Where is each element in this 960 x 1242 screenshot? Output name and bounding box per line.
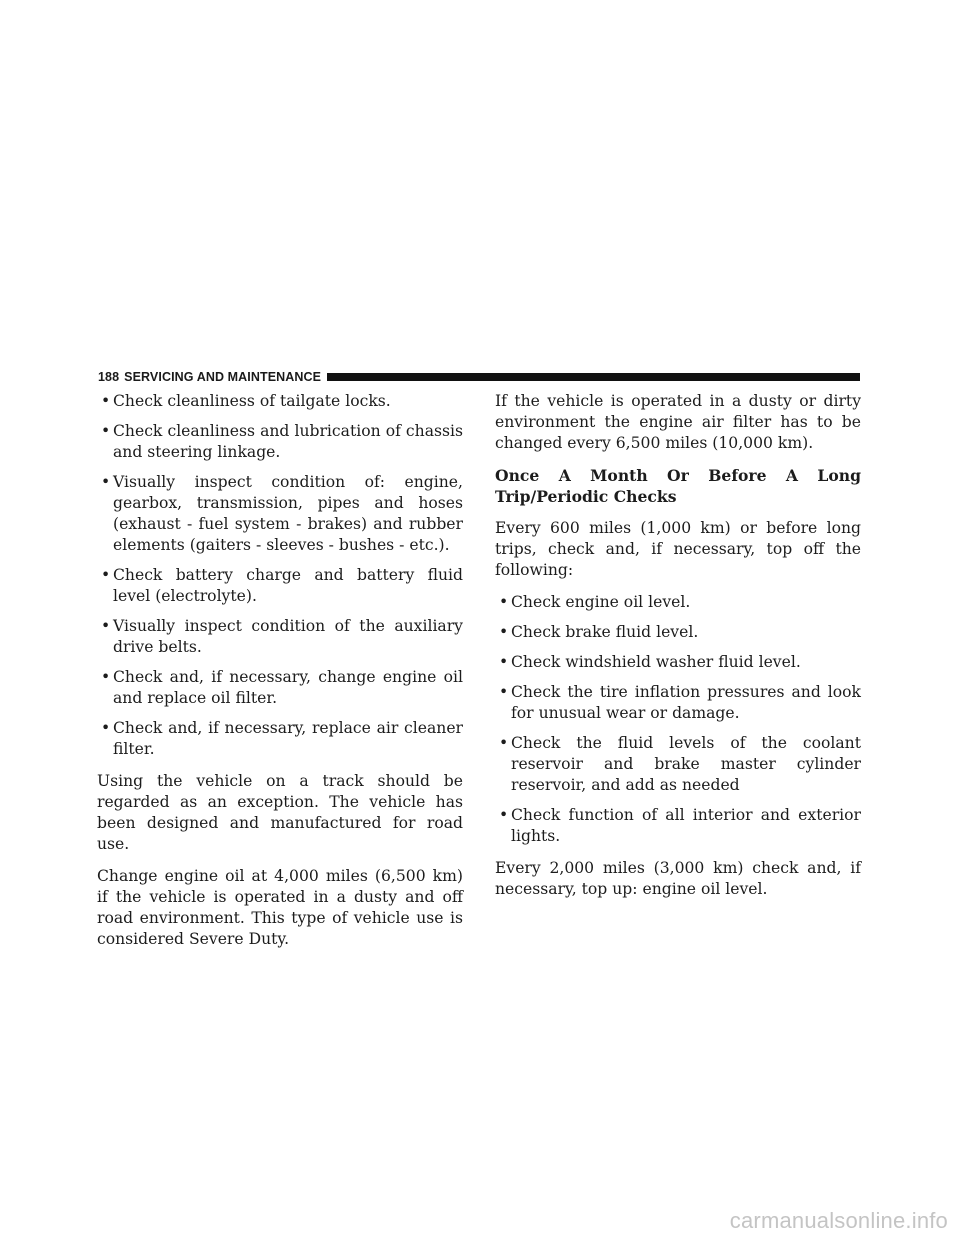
bullet-icon: • — [499, 683, 509, 701]
bullet-icon: • — [499, 734, 509, 752]
bullet-icon: • — [499, 653, 509, 671]
list-item: • Visually inspect condition of: engine, gearbox, transmission, pipes and hoses (exhaust - fuel system - brakes) and rubber elements (gaiters - sleeves - bushes - etc.). — [101, 473, 463, 554]
track-use-paragraph: Using the vehicle on a track should be regarded as an exception. The vehicle has been designed and manufactured for road use. — [97, 772, 463, 853]
header-rule — [327, 373, 860, 381]
list-item: • Visually inspect condition of the auxiliary drive belts. — [101, 617, 463, 656]
list-item: • Check cleanliness and lubrication of chassis and steering linkage. — [101, 422, 463, 461]
list-item: • Check engine oil level. — [499, 593, 691, 611]
list-item: • Check the tire inflation pressures and look for unusual wear or damage. — [499, 683, 861, 722]
section-title: SERVICING AND MAINTENANCE — [124, 370, 322, 384]
bullet-icon: • — [101, 566, 111, 584]
bullet-icon: • — [101, 392, 111, 410]
right-bullet-list — [495, 592, 861, 847]
page-header — [98, 369, 860, 385]
air-filter-paragraph: If the vehicle is operated in a dusty or dirty environment the engine air filter has to be changed every 6,500 miles (10,000 km). — [495, 392, 861, 452]
bullet-icon: • — [101, 422, 111, 440]
list-item: • Check brake fluid level. — [499, 623, 699, 641]
page-number: 188 — [98, 370, 120, 384]
bullet-icon: • — [499, 623, 509, 641]
checks-lead-paragraph: Every 600 miles (1,000 km) or before long trips, check and, if necessary, top off the following: — [495, 519, 861, 579]
list-item: • Check battery charge and battery fluid level (electrolyte). — [101, 566, 463, 605]
right-column — [495, 391, 861, 911]
list-item: • Check windshield washer fluid level. — [499, 653, 801, 671]
bullet-icon: • — [101, 473, 111, 491]
list-item: • Check function of all interior and exterior lights. — [499, 806, 861, 845]
bullet-icon: • — [499, 593, 509, 611]
left-column — [97, 391, 463, 961]
list-item: • Check the fluid levels of the coolant reservoir and brake master cylinder reservoir, and add as needed — [499, 734, 861, 794]
bullet-icon: • — [101, 668, 111, 686]
severe-duty-paragraph: Change engine oil at 4,000 miles (6,500 km) if the vehicle is operated in a dusty and off road environment. This type of vehicle use is considered Severe Duty. — [97, 867, 463, 948]
section-heading: Once A Month Or Before A Long Trip/Periodic Checks — [495, 466, 861, 506]
list-item: • Check cleanliness of tailgate locks. — [101, 392, 391, 410]
left-bullet-list — [97, 391, 463, 760]
bullet-icon: • — [101, 617, 111, 635]
list-item: • Check and, if necessary, change engine oil and replace oil filter. — [101, 668, 463, 707]
closing-paragraph: Every 2,000 miles (3,000 km) check and, if necessary, top up: engine oil level. — [495, 859, 861, 898]
list-item: • Check and, if necessary, replace air cleaner filter. — [101, 719, 463, 758]
bullet-icon: • — [499, 806, 509, 824]
bullet-icon: • — [101, 719, 111, 737]
watermark: carmanualsonline.info — [729, 1208, 948, 1233]
